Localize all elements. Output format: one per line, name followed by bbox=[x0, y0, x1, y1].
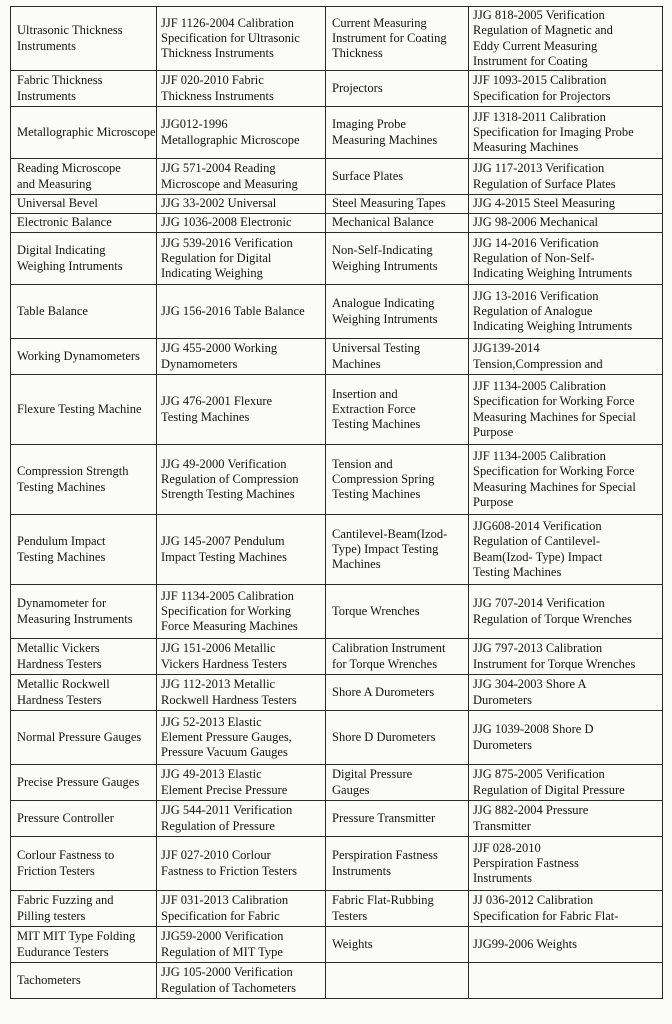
instrument-name-cell: Pressure Controller bbox=[11, 801, 157, 837]
standard-code-cell: JJG 455-2000 Working Dynamometers bbox=[157, 339, 326, 375]
standard-code-cell: JJG59-2000 Verification Regulation of MIT Type bbox=[157, 927, 326, 963]
instrument-name-cell: Current Measuring Instrument for Coating Thickness bbox=[326, 7, 469, 71]
instrument-name-cell: Universal Testing Machines bbox=[326, 339, 469, 375]
instrument-name-cell: Cantilevel-Beam(Izod- Type) Impact Testing Machines bbox=[326, 515, 469, 585]
standard-code-cell: JJG 875-2005 Verification Regulation of Digital Pressure bbox=[469, 765, 663, 801]
standard-code-cell: JJG99-2006 Weights bbox=[469, 927, 663, 963]
table-row bbox=[11, 765, 663, 801]
standard-code-cell: JJG 151-2006 Metallic Vickers Hardness Testers bbox=[157, 639, 326, 675]
table-row bbox=[11, 801, 663, 837]
table-row bbox=[11, 233, 663, 285]
instrument-name-cell: Reading Microscope and Measuring bbox=[11, 159, 157, 195]
instrument-name-cell: Fabric Thickness Instruments bbox=[11, 71, 157, 107]
standard-code-cell: JJG 52-2013 Elastic Element Pressure Gauges, Pressure Vacuum Gauges bbox=[157, 711, 326, 765]
standard-code-cell: JJF 027-2010 Corlour Fastness to Friction Testers bbox=[157, 837, 326, 891]
instrument-name-cell: Tension and Compression Spring Testing Machines bbox=[326, 445, 469, 515]
instrument-name-cell: Pendulum Impact Testing Machines bbox=[11, 515, 157, 585]
instrument-name-cell bbox=[326, 963, 469, 999]
instrument-name-cell: Shore D Durometers bbox=[326, 711, 469, 765]
instrument-name-cell: Shore A Durometers bbox=[326, 675, 469, 711]
table-row bbox=[11, 339, 663, 375]
standard-code-cell: JJF 1134-2005 Calibration Specification for Working Force Measuring Machines for Special Purpose bbox=[469, 445, 663, 515]
instrument-name-cell: Flexure Testing Machine bbox=[11, 375, 157, 445]
standard-code-cell: JJG 1039-2008 Shore D Durometers bbox=[469, 711, 663, 765]
table-row bbox=[11, 195, 663, 214]
instrument-name-cell: Projectors bbox=[326, 71, 469, 107]
standard-code-cell: JJG608-2014 Verification Regulation of Cantilevel- Beam(Izod- Type) Impact Testing Machines bbox=[469, 515, 663, 585]
standard-code-cell: JJF 020-2010 Fabric Thickness Instruments bbox=[157, 71, 326, 107]
instrument-name-cell: Calibration Instrument for Torque Wrenches bbox=[326, 639, 469, 675]
instrument-name-cell: Fabric Fuzzing and Pilling testers bbox=[11, 891, 157, 927]
instrument-name-cell: Mechanical Balance bbox=[326, 214, 469, 233]
standard-code-cell: JJG 156-2016 Table Balance bbox=[157, 285, 326, 339]
calibration-standards-table bbox=[10, 6, 663, 999]
table-row bbox=[11, 71, 663, 107]
standard-code-cell: JJG 49-2013 Elastic Element Precise Pressure bbox=[157, 765, 326, 801]
standard-code-cell: JJG 882-2004 Pressure Transmitter bbox=[469, 801, 663, 837]
table-body bbox=[11, 7, 663, 999]
instrument-name-cell: Fabric Flat-Rubbing Testers bbox=[326, 891, 469, 927]
instrument-name-cell: Pressure Transmitter bbox=[326, 801, 469, 837]
table-row bbox=[11, 515, 663, 585]
table-row bbox=[11, 927, 663, 963]
standard-code-cell: JJG 1036-2008 Electronic bbox=[157, 214, 326, 233]
table-row bbox=[11, 7, 663, 71]
table-row bbox=[11, 375, 663, 445]
table-row bbox=[11, 159, 663, 195]
instrument-name-cell: Digital Pressure Gauges bbox=[326, 765, 469, 801]
instrument-name-cell: Normal Pressure Gauges bbox=[11, 711, 157, 765]
standard-code-cell: JJF 028-2010 Perspiration Fastness Instruments bbox=[469, 837, 663, 891]
table-row bbox=[11, 285, 663, 339]
instrument-name-cell: Metallic Vickers Hardness Testers bbox=[11, 639, 157, 675]
standard-code-cell: JJF 031-2013 Calibration Specification for Fabric bbox=[157, 891, 326, 927]
table-row bbox=[11, 639, 663, 675]
standard-code-cell: JJG 145-2007 Pendulum Impact Testing Machines bbox=[157, 515, 326, 585]
standard-code-cell: JJG012-1996 Metallographic Microscope bbox=[157, 107, 326, 159]
instrument-name-cell: Steel Measuring Tapes bbox=[326, 195, 469, 214]
instrument-name-cell: MIT MIT Type Folding Eudurance Testers bbox=[11, 927, 157, 963]
table-row bbox=[11, 675, 663, 711]
table-row bbox=[11, 585, 663, 639]
instrument-name-cell: Metallic Rockwell Hardness Testers bbox=[11, 675, 157, 711]
instrument-name-cell: Precise Pressure Gauges bbox=[11, 765, 157, 801]
instrument-name-cell: Working Dynamometers bbox=[11, 339, 157, 375]
standard-code-cell: JJG139-2014 Tension,Compression and bbox=[469, 339, 663, 375]
table-row bbox=[11, 445, 663, 515]
instrument-name-cell: Weights bbox=[326, 927, 469, 963]
standard-code-cell: JJG 49-2000 Verification Regulation of Compression Strength Testing Machines bbox=[157, 445, 326, 515]
table-row bbox=[11, 963, 663, 999]
standard-code-cell: JJF 1134-2005 Calibration Specification for Working Force Measuring Machines bbox=[157, 585, 326, 639]
table-row bbox=[11, 891, 663, 927]
standard-code-cell: JJG 105-2000 Verification Regulation of Tachometers bbox=[157, 963, 326, 999]
instrument-name-cell: Analogue Indicating Weighing Intruments bbox=[326, 285, 469, 339]
instrument-name-cell: Metallographic Microscope bbox=[11, 107, 157, 159]
table-row bbox=[11, 711, 663, 765]
standard-code-cell: JJG 539-2016 Verification Regulation for Digital Indicating Weighing bbox=[157, 233, 326, 285]
standard-code-cell: JJG 707-2014 Verification Regulation of Torque Wrenches bbox=[469, 585, 663, 639]
instrument-name-cell: Insertion and Extraction Force Testing Machines bbox=[326, 375, 469, 445]
standard-code-cell: JJG 14-2016 Verification Regulation of Non-Self- Indicating Weighing Intruments bbox=[469, 233, 663, 285]
instrument-name-cell: Corlour Fastness to Friction Testers bbox=[11, 837, 157, 891]
standard-code-cell: JJG 571-2004 Reading Microscope and Measuring bbox=[157, 159, 326, 195]
standard-code-cell: JJG 544-2011 Verification Regulation of Pressure bbox=[157, 801, 326, 837]
standard-code-cell: JJG 476-2001 Flexure Testing Machines bbox=[157, 375, 326, 445]
standard-code-cell: JJG 4-2015 Steel Measuring bbox=[469, 195, 663, 214]
standard-code-cell: JJG 117-2013 Verification Regulation of Surface Plates bbox=[469, 159, 663, 195]
instrument-name-cell: Electronic Balance bbox=[11, 214, 157, 233]
instrument-name-cell: Ultrasonic Thickness Instruments bbox=[11, 7, 157, 71]
table-row bbox=[11, 107, 663, 159]
instrument-name-cell: Compression Strength Testing Machines bbox=[11, 445, 157, 515]
standard-code-cell: JJG 818-2005 Verification Regulation of Magnetic and Eddy Current Measuring Instrument for Coating bbox=[469, 7, 663, 71]
standard-code-cell: JJ 036-2012 Calibration Specification for Fabric Flat- bbox=[469, 891, 663, 927]
standard-code-cell: JJG 304-2003 Shore A Durometers bbox=[469, 675, 663, 711]
standard-code-cell: JJG 112-2013 Metallic Rockwell Hardness Testers bbox=[157, 675, 326, 711]
instrument-name-cell: Perspiration Fastness Instruments bbox=[326, 837, 469, 891]
standard-code-cell: JJF 1093-2015 Calibration Specification for Projectors bbox=[469, 71, 663, 107]
instrument-name-cell: Surface Plates bbox=[326, 159, 469, 195]
instrument-name-cell: Tachometers bbox=[11, 963, 157, 999]
instrument-name-cell: Imaging Probe Measuring Machines bbox=[326, 107, 469, 159]
instrument-name-cell: Dynamometer for Measuring Instruments bbox=[11, 585, 157, 639]
standard-code-cell: JJG 13-2016 Verification Regulation of Analogue Indicating Weighing Intruments bbox=[469, 285, 663, 339]
instrument-name-cell: Universal Bevel bbox=[11, 195, 157, 214]
instrument-name-cell: Torque Wrenches bbox=[326, 585, 469, 639]
table-row bbox=[11, 837, 663, 891]
instrument-name-cell: Non-Self-Indicating Weighing Intruments bbox=[326, 233, 469, 285]
instrument-name-cell: Digital Indicating Weighing Intruments bbox=[11, 233, 157, 285]
standard-code-cell: JJG 98-2006 Mechanical bbox=[469, 214, 663, 233]
standard-code-cell bbox=[469, 963, 663, 999]
standard-code-cell: JJF 1318-2011 Calibration Specification for Imaging Probe Measuring Machines bbox=[469, 107, 663, 159]
standard-code-cell: JJG 797-2013 Calibration Instrument for Torque Wrenches bbox=[469, 639, 663, 675]
standard-code-cell: JJF 1134-2005 Calibration Specification for Working Force Measuring Machines for Special Purpose bbox=[469, 375, 663, 445]
instrument-name-cell: Table Balance bbox=[11, 285, 157, 339]
standard-code-cell: JJF 1126-2004 Calibration Specification for Ultrasonic Thickness Instruments bbox=[157, 7, 326, 71]
table-row bbox=[11, 214, 663, 233]
standard-code-cell: JJG 33-2002 Universal bbox=[157, 195, 326, 214]
